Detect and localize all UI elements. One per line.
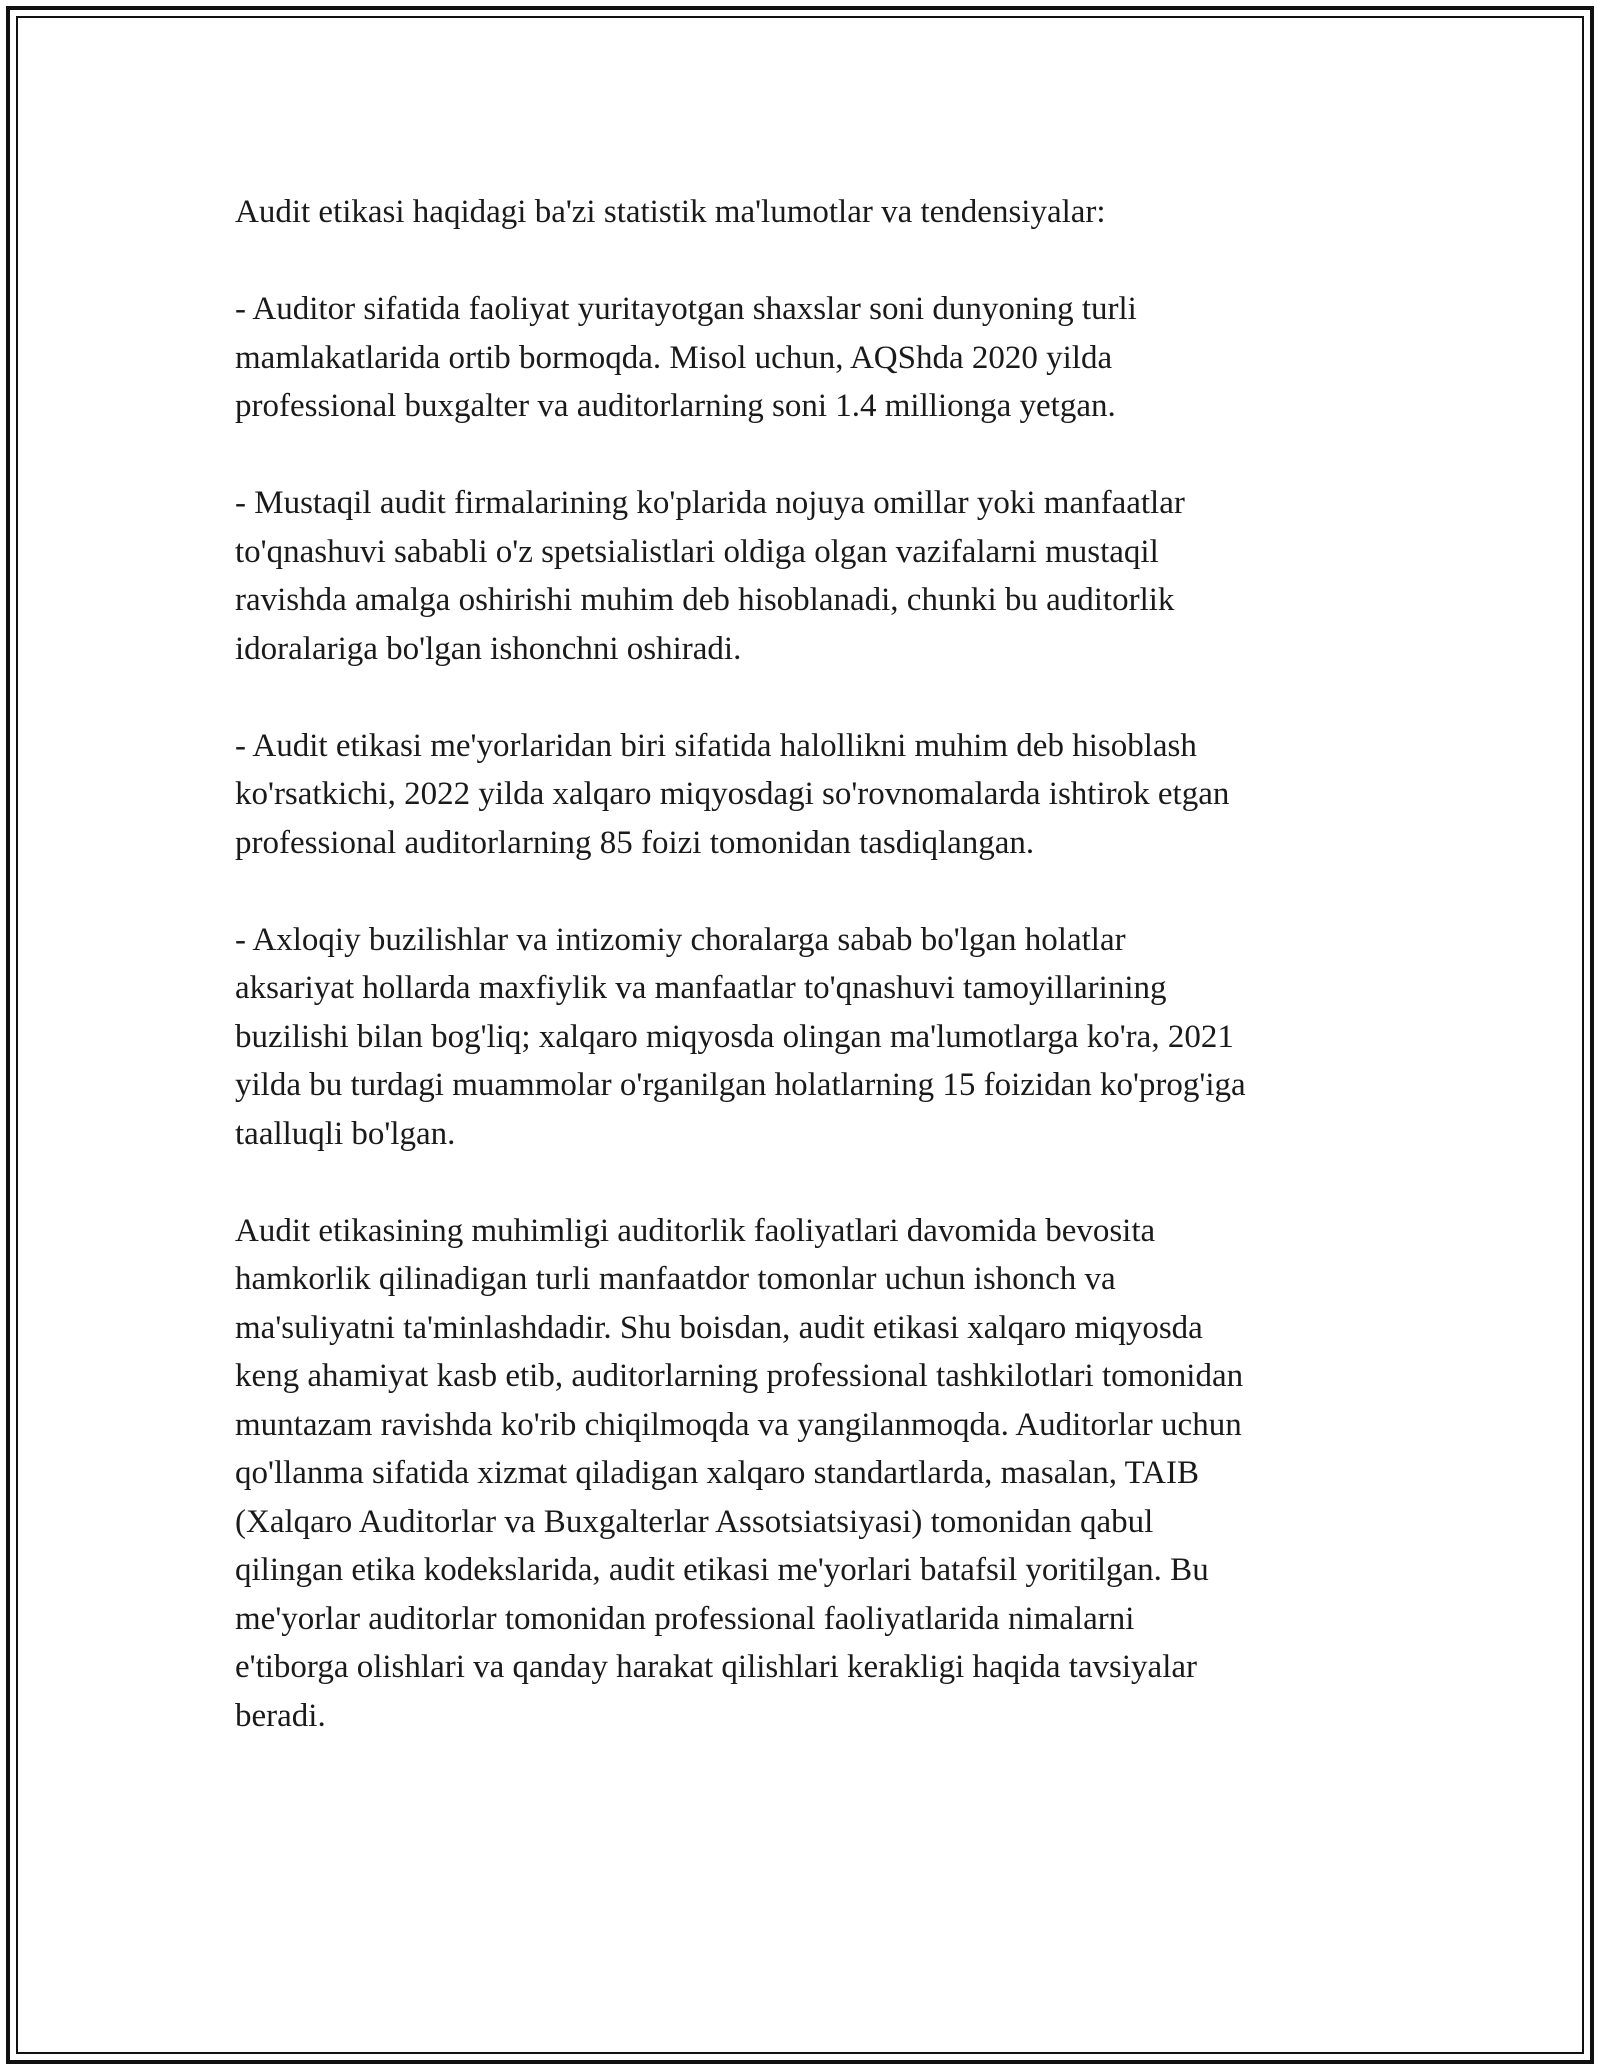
document-heading: Audit etikasi haqidagi ba'zi statistik ma'lumotlar va tendensiyalar:: [235, 194, 1106, 230]
bullet-paragraph-independence: - Mustaqil audit firmalarining ko'plarida nojuya omillar yoki manfaatlar to'qnashuvi sababli o'z spetsialistlari oldiga olgan vazifalarni mustaqil ravishda amalga oshirishi muhim deb hisoblanadi, chunki bu auditorlik idoralariga bo'lgan ishonchni oshiradi.: [235, 485, 1185, 667]
bullet-paragraph-violations: - Axloqiy buzilishlar va intizomiy choralarga sabab bo'lgan holatlar aksariyat hollarda maxfiylik va manfaatlar to'qnashuvi tamoyillarining buzilishi bilan bog'liq; xalqaro miqyosda olingan ma'lumotlarga ko'ra, 2021 yilda bu turdagi muammolar o'rganilgan holatlarning 15 foizidan ko'prog'iga taalluqli bo'lgan.: [235, 921, 1246, 1152]
document-body: [235, 188, 1375, 1740]
bullet-paragraph-auditor-count: - Auditor sifatida faoliyat yuritayotgan shaxslar soni dunyoning turli mamlakatlarida ortib bormoqda. Misol uchun, AQShda 2020 yilda professional buxgalter va auditorlarning soni 1.4 millionga yetgan.: [235, 291, 1137, 424]
conclusion-paragraph: Audit etikasining muhimligi auditorlik faoliyatlari davomida bevosita hamkorlik qilinadigan turli manfaatdor tomonlar uchun ishonch va ma'suliyatni ta'minlashdadir. Shu boisdan, audit etikasi xalqaro miqyosda keng ahamiyat kasb etib, auditorlarning professional tashkilotlari tomonidan muntazam ravishda ko'rib chiqilmoqda va yangilanmoqda. Auditorlar uchun qo'llanma sifatida xizmat qiladigan xalqaro standartlarda, masalan, TAIB (Xalqaro Auditorlar va Buxgalterlar Assotsiatsiyasi) tomonidan qabul qilingan etika kodekslarida, audit etikasi me'yorlari batafsil yoritilgan. Bu me'yorlar auditorlar tomonidan professional faoliyatlarida nimalarni e'tiborga olishlari va qanday harakat qilishlari kerakligi haqida tavsiyalar beradi.: [235, 1212, 1244, 1734]
bullet-paragraph-integrity: - Audit etikasi me'yorlaridan biri sifatida halollikni muhim deb hisoblash ko'rsatkichi, 2022 yilda xalqaro miqyosdagi so'rovnomalarda ishtirok etgan professional auditorlarning 85 foizi tomonidan tasdiqlangan.: [235, 727, 1230, 861]
